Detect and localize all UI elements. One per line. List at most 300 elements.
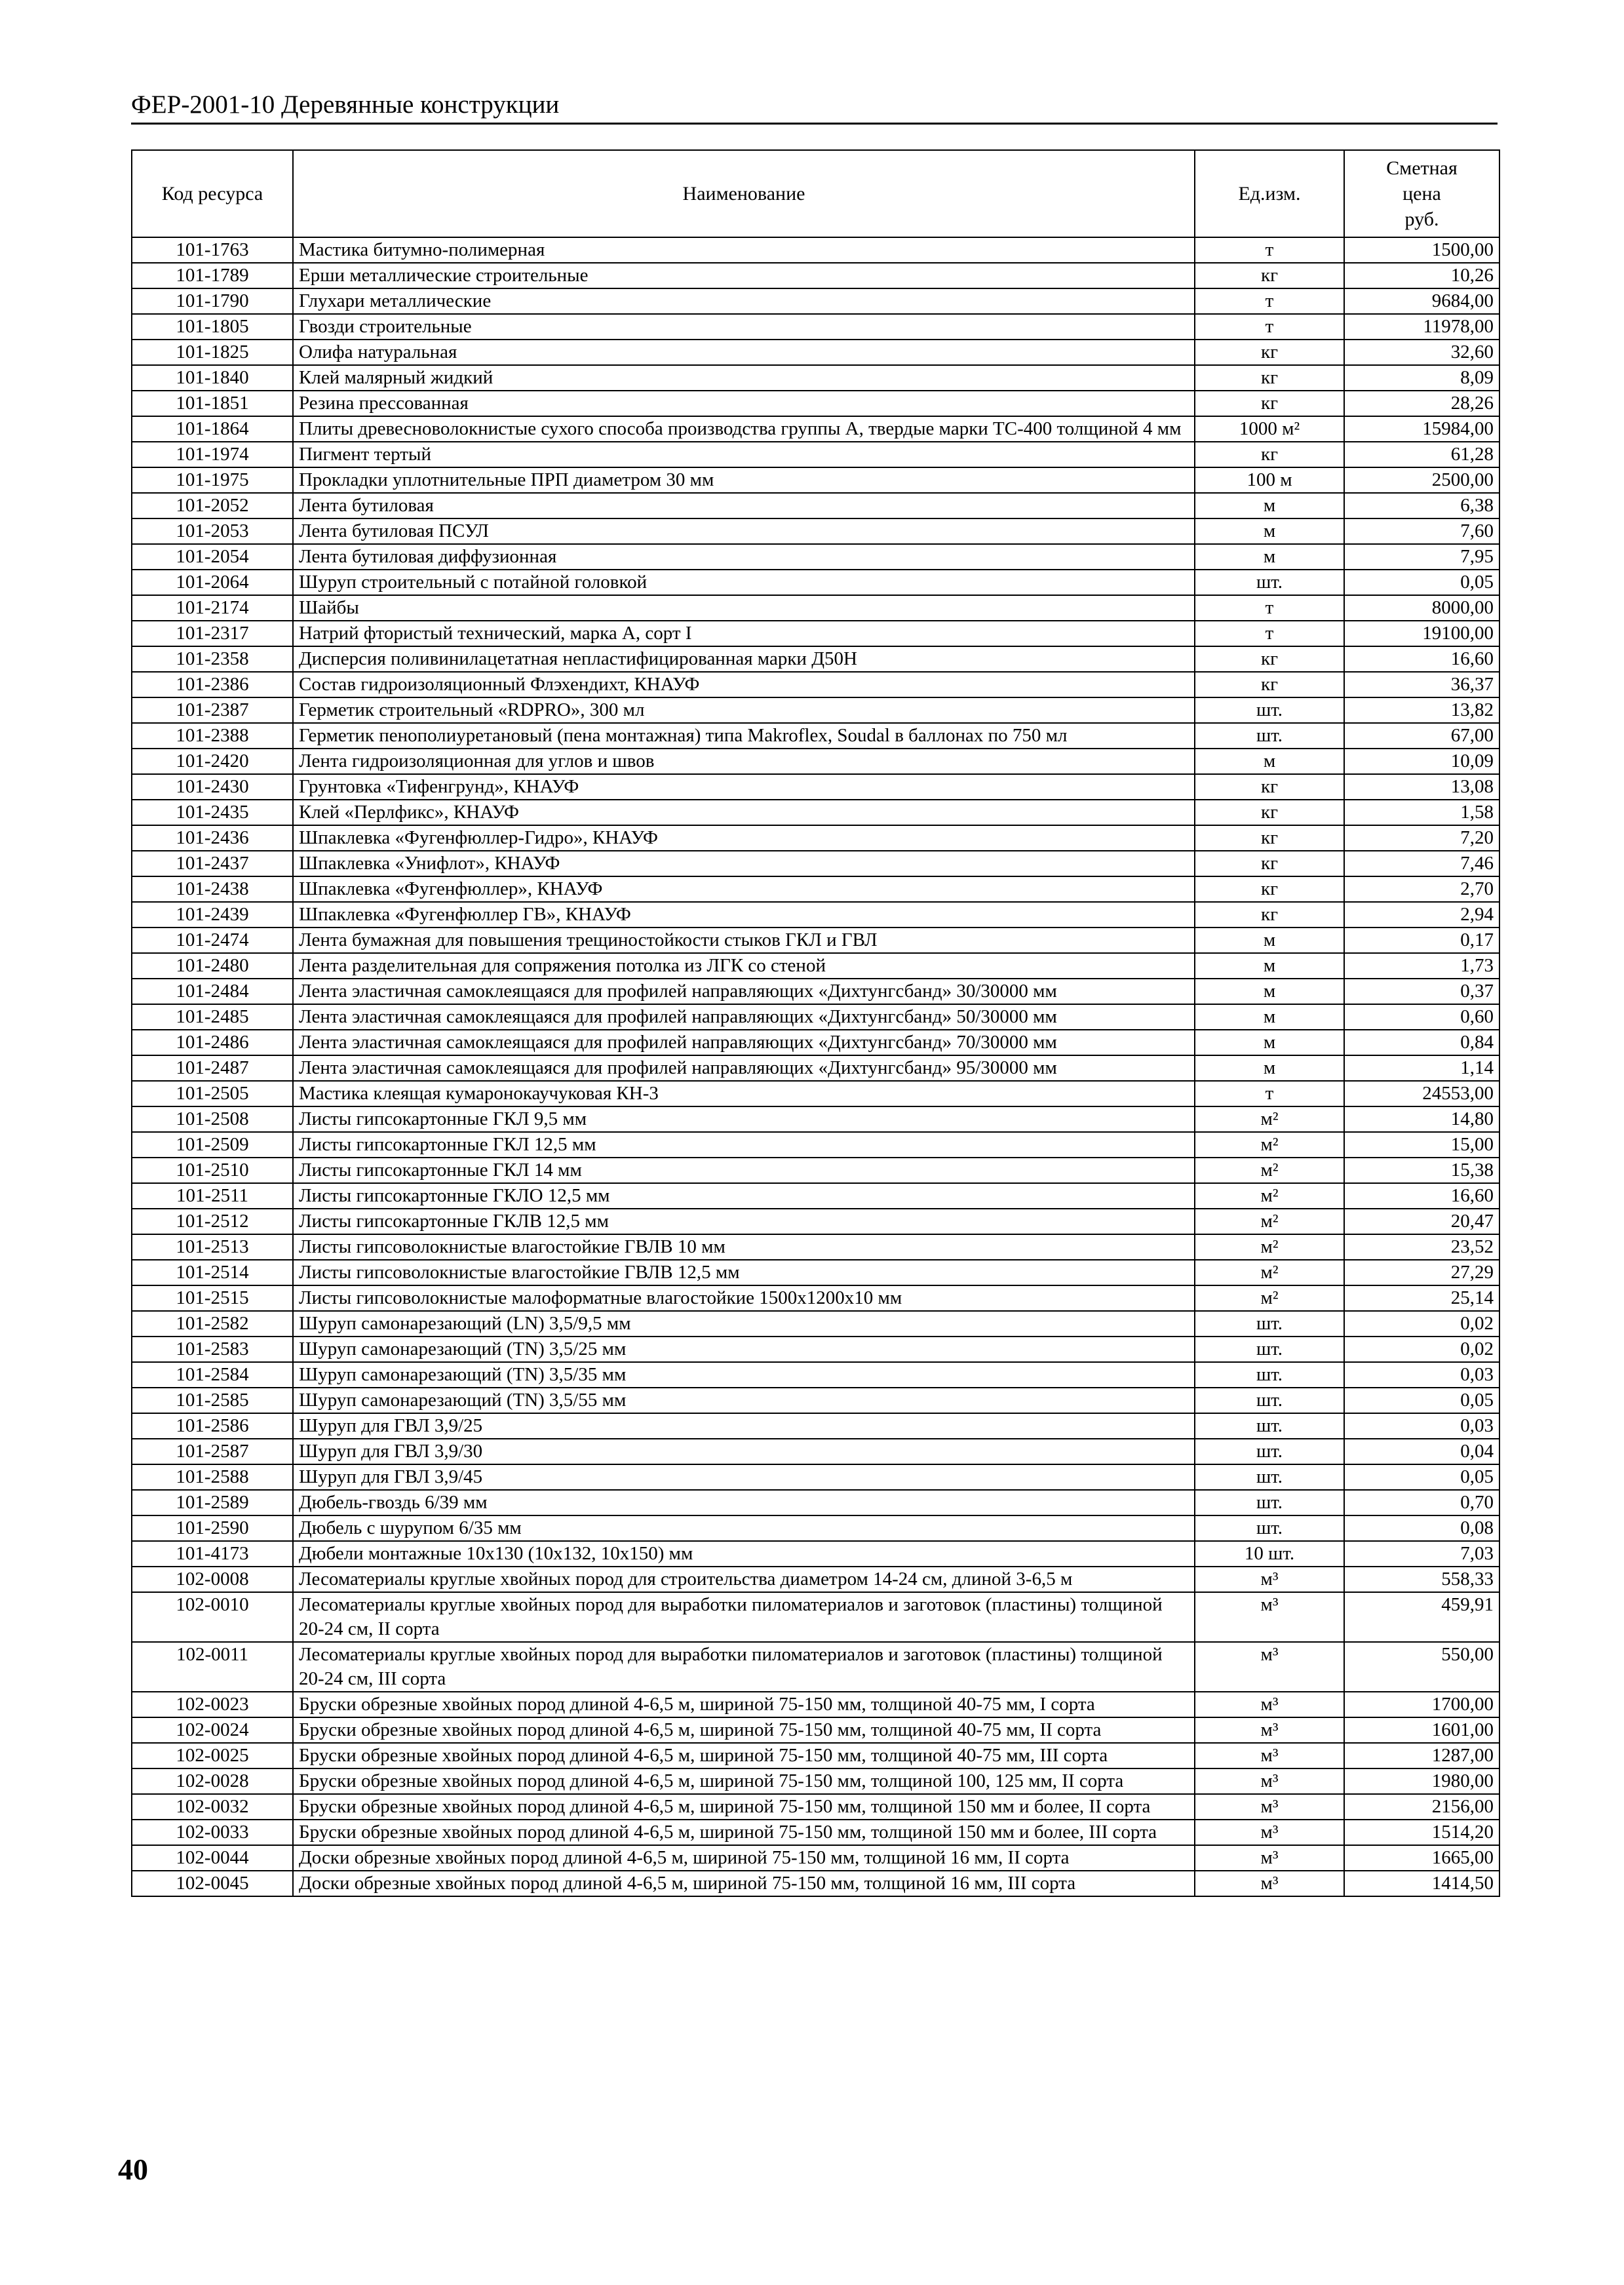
- cell-price: 67,00: [1344, 723, 1499, 749]
- table-row: [132, 1081, 1499, 1106]
- cell-code: 101-1975: [132, 467, 293, 493]
- cell-unit: шт.: [1195, 1311, 1344, 1337]
- cell-code: 101-2587: [132, 1439, 293, 1464]
- table-row: [132, 263, 1499, 288]
- cell-code: 101-2435: [132, 800, 293, 825]
- cell-name: Лента эластичная самоклеящаяся для профилей направляющих «Дихтунгсбанд» 95/30000 мм: [293, 1055, 1195, 1081]
- column-header-unit: Ед.изм.: [1195, 150, 1344, 237]
- table-row: [132, 1362, 1499, 1388]
- table-row: [132, 314, 1499, 340]
- cell-name: Натрий фтористый технический, марка А, сорт I: [293, 621, 1195, 646]
- column-header-name: Наименование: [293, 150, 1195, 237]
- table-row: [132, 979, 1499, 1004]
- cell-price: 13,08: [1344, 774, 1499, 800]
- cell-code: 101-2485: [132, 1004, 293, 1030]
- page-header-title: ФЕР-2001-10 Деревянные конструкции: [131, 88, 1498, 125]
- cell-unit: м: [1195, 979, 1344, 1004]
- cell-unit: т: [1195, 237, 1344, 263]
- cell-code: 101-2505: [132, 1081, 293, 1106]
- cell-name: Шайбы: [293, 595, 1195, 621]
- cell-code: 101-2438: [132, 876, 293, 902]
- cell-code: 101-1851: [132, 391, 293, 416]
- table-row: [132, 1285, 1499, 1311]
- cell-unit: м: [1195, 1004, 1344, 1030]
- cell-price: 1980,00: [1344, 1768, 1499, 1794]
- cell-name: Бруски обрезные хвойных пород длиной 4-6,5 м, шириной 75-150 мм, толщиной 150 мм и более, II сорта: [293, 1794, 1195, 1820]
- cell-name: Лента бумажная для повышения трещиностойкости стыков ГКЛ и ГВЛ: [293, 928, 1195, 953]
- cell-price: 2,94: [1344, 902, 1499, 928]
- cell-name: Листы гипсокартонные ГКЛ 9,5 мм: [293, 1106, 1195, 1132]
- cell-price: 13,82: [1344, 697, 1499, 723]
- cell-price: 11978,00: [1344, 314, 1499, 340]
- cell-unit: кг: [1195, 365, 1344, 391]
- cell-unit: 100 м: [1195, 467, 1344, 493]
- table-row: [132, 391, 1499, 416]
- cell-price: 24553,00: [1344, 1081, 1499, 1106]
- cell-price: 1601,00: [1344, 1717, 1499, 1743]
- cell-name: Прокладки уплотнительные ПРП диаметром 30 мм: [293, 467, 1195, 493]
- cell-code: 101-2515: [132, 1285, 293, 1311]
- table-row: [132, 595, 1499, 621]
- table-row: [132, 1592, 1499, 1642]
- cell-name: Бруски обрезные хвойных пород длиной 4-6,5 м, шириной 75-150 мм, толщиной 100, 125 мм, II сорта: [293, 1768, 1195, 1794]
- cell-name: Резина прессованная: [293, 391, 1195, 416]
- table-row: [132, 1692, 1499, 1717]
- cell-price: 2156,00: [1344, 1794, 1499, 1820]
- table-row: [132, 774, 1499, 800]
- cell-name: Герметик пенополиуретановый (пена монтажная) типа Makroflex, Soudal в баллонах по 750 мл: [293, 723, 1195, 749]
- table-row: [132, 1388, 1499, 1413]
- cell-unit: м: [1195, 928, 1344, 953]
- cell-code: 101-1825: [132, 340, 293, 365]
- cell-price: 8000,00: [1344, 595, 1499, 621]
- cell-name: Шуруп самонарезающий (TN) 3,5/25 мм: [293, 1337, 1195, 1362]
- cell-name: Листы гипсоволокнистые влагостойкие ГВЛВ 12,5 мм: [293, 1260, 1195, 1285]
- table-row: [132, 1717, 1499, 1743]
- table-row: [132, 851, 1499, 876]
- cell-code: 101-2512: [132, 1209, 293, 1234]
- table-row: [132, 518, 1499, 544]
- table-row: [132, 749, 1499, 774]
- cell-name: Шуруп для ГВЛ 3,9/30: [293, 1439, 1195, 1464]
- column-header-price-line2: цена: [1402, 183, 1441, 205]
- cell-name: Лента разделительная для сопряжения потолка из ЛГК со стеной: [293, 953, 1195, 979]
- cell-code: 102-0028: [132, 1768, 293, 1794]
- cell-unit: т: [1195, 288, 1344, 314]
- table-row: [132, 1871, 1499, 1896]
- cell-price: 8,09: [1344, 365, 1499, 391]
- cell-name: Листы гипсокартонные ГКЛО 12,5 мм: [293, 1183, 1195, 1209]
- cell-name: Листы гипсоволокнистые влагостойкие ГВЛВ 10 мм: [293, 1234, 1195, 1260]
- cell-unit: м²: [1195, 1260, 1344, 1285]
- cell-name: Дюбель с шурупом 6/35 мм: [293, 1515, 1195, 1541]
- cell-unit: шт.: [1195, 1337, 1344, 1362]
- cell-price: 7,60: [1344, 518, 1499, 544]
- table-row: [132, 1209, 1499, 1234]
- column-header-price-line3: руб.: [1404, 208, 1439, 230]
- cell-name: Шуруп для ГВЛ 3,9/25: [293, 1413, 1195, 1439]
- cell-name: Лента эластичная самоклеящаяся для профилей направляющих «Дихтунгсбанд» 30/30000 мм: [293, 979, 1195, 1004]
- table-row: [132, 953, 1499, 979]
- cell-price: 1414,50: [1344, 1871, 1499, 1896]
- cell-name: Шуруп самонарезающий (TN) 3,5/55 мм: [293, 1388, 1195, 1413]
- cell-name: Доски обрезные хвойных пород длиной 4-6,5 м, шириной 75-150 мм, толщиной 16 мм, III сорта: [293, 1871, 1195, 1896]
- cell-code: 101-1840: [132, 365, 293, 391]
- table-row: [132, 902, 1499, 928]
- cell-unit: м²: [1195, 1158, 1344, 1183]
- cell-code: 101-1864: [132, 416, 293, 442]
- cell-code: 101-1974: [132, 442, 293, 467]
- cell-unit: кг: [1195, 646, 1344, 672]
- cell-price: 0,05: [1344, 570, 1499, 595]
- cell-price: 14,80: [1344, 1106, 1499, 1132]
- cell-price: 10,09: [1344, 749, 1499, 774]
- cell-unit: м²: [1195, 1209, 1344, 1234]
- cell-name: Доски обрезные хвойных пород длиной 4-6,5 м, шириной 75-150 мм, толщиной 16 мм, II сорта: [293, 1845, 1195, 1871]
- cell-name: Лента гидроизоляционная для углов и швов: [293, 749, 1195, 774]
- cell-name: Герметик строительный «RDPRO», 300 мл: [293, 697, 1195, 723]
- cell-code: 101-2439: [132, 902, 293, 928]
- cell-name: Клей «Перлфикс», КНАУФ: [293, 800, 1195, 825]
- cell-code: 102-0032: [132, 1794, 293, 1820]
- cell-price: 15984,00: [1344, 416, 1499, 442]
- table-row: [132, 825, 1499, 851]
- cell-price: 7,03: [1344, 1541, 1499, 1567]
- cell-unit: м³: [1195, 1567, 1344, 1592]
- cell-price: 7,46: [1344, 851, 1499, 876]
- table-row: [132, 1183, 1499, 1209]
- column-header-code: Код ресурса: [132, 150, 293, 237]
- table-row: [132, 365, 1499, 391]
- table-row: [132, 570, 1499, 595]
- cell-code: 101-2487: [132, 1055, 293, 1081]
- cell-unit: м³: [1195, 1692, 1344, 1717]
- cell-name: Лесоматериалы круглые хвойных пород для строительства диаметром 14-24 см, длиной 3-6,5 м: [293, 1567, 1195, 1592]
- cell-unit: м: [1195, 953, 1344, 979]
- cell-name: Шпаклевка «Фугенфюллер», КНАУФ: [293, 876, 1195, 902]
- cell-name: Листы гипсокартонные ГКЛ 12,5 мм: [293, 1132, 1195, 1158]
- table-row: [132, 288, 1499, 314]
- cell-unit: м³: [1195, 1820, 1344, 1845]
- cell-unit: м³: [1195, 1743, 1344, 1768]
- cell-unit: кг: [1195, 672, 1344, 697]
- cell-name: Шуруп строительный с потайной головкой: [293, 570, 1195, 595]
- cell-unit: шт.: [1195, 1464, 1344, 1490]
- cell-price: 1514,20: [1344, 1820, 1499, 1845]
- table-row: [132, 723, 1499, 749]
- cell-price: 2500,00: [1344, 467, 1499, 493]
- cell-name: Шпаклевка «Фугенфюллер-Гидро», КНАУФ: [293, 825, 1195, 851]
- cell-name: Шпаклевка «Унифлот», КНАУФ: [293, 851, 1195, 876]
- cell-price: 27,29: [1344, 1260, 1499, 1285]
- cell-name: Лента эластичная самоклеящаяся для профилей направляющих «Дихтунгсбанд» 50/30000 мм: [293, 1004, 1195, 1030]
- cell-unit: м: [1195, 1030, 1344, 1055]
- cell-price: 0,05: [1344, 1388, 1499, 1413]
- table-row: [132, 697, 1499, 723]
- cell-name: Грунтовка «Тифенгрунд», КНАУФ: [293, 774, 1195, 800]
- cell-unit: т: [1195, 621, 1344, 646]
- table-row: [132, 1743, 1499, 1768]
- cell-price: 1,58: [1344, 800, 1499, 825]
- table-row: [132, 1464, 1499, 1490]
- cell-price: 19100,00: [1344, 621, 1499, 646]
- cell-name: Бруски обрезные хвойных пород длиной 4-6,5 м, шириной 75-150 мм, толщиной 150 мм и более, III сорта: [293, 1820, 1195, 1845]
- cell-unit: м³: [1195, 1592, 1344, 1642]
- table-row: [132, 1106, 1499, 1132]
- cell-price: 25,14: [1344, 1285, 1499, 1311]
- cell-name: Шпаклевка «Фугенфюллер ГВ», КНАУФ: [293, 902, 1195, 928]
- table-header: [132, 150, 1499, 237]
- cell-price: 0,84: [1344, 1030, 1499, 1055]
- cell-unit: кг: [1195, 800, 1344, 825]
- cell-code: 101-2584: [132, 1362, 293, 1388]
- table-row: [132, 1820, 1499, 1845]
- cell-unit: шт.: [1195, 1490, 1344, 1515]
- table-row: [132, 1567, 1499, 1592]
- table-row: [132, 1030, 1499, 1055]
- cell-code: 102-0045: [132, 1871, 293, 1896]
- cell-code: 101-2064: [132, 570, 293, 595]
- table-row: [132, 1768, 1499, 1794]
- cell-name: Лесоматериалы круглые хвойных пород для выработки пиломатериалов и заготовок (пластины) толщиной 20-24 см, III сорта: [293, 1642, 1195, 1692]
- cell-name: Пигмент тертый: [293, 442, 1195, 467]
- cell-unit: кг: [1195, 774, 1344, 800]
- cell-price: 16,60: [1344, 646, 1499, 672]
- cell-code: 101-2484: [132, 979, 293, 1004]
- table-row: [132, 1413, 1499, 1439]
- cell-price: 28,26: [1344, 391, 1499, 416]
- page-number: 40: [118, 2153, 148, 2186]
- table-row: [132, 1132, 1499, 1158]
- cell-price: 10,26: [1344, 263, 1499, 288]
- cell-code: 101-2358: [132, 646, 293, 672]
- cell-unit: т: [1195, 595, 1344, 621]
- cell-name: Ерши металлические строительные: [293, 263, 1195, 288]
- cell-unit: м³: [1195, 1794, 1344, 1820]
- table-body: [132, 237, 1499, 1896]
- table-row: [132, 672, 1499, 697]
- cell-code: 102-0024: [132, 1717, 293, 1743]
- cell-name: Мастика клеящая кумаронокаучуковая КН-3: [293, 1081, 1195, 1106]
- cell-unit: м²: [1195, 1132, 1344, 1158]
- cell-name: Дюбели монтажные 10х130 (10х132, 10х150) мм: [293, 1541, 1195, 1567]
- cell-code: 101-2509: [132, 1132, 293, 1158]
- cell-price: 36,37: [1344, 672, 1499, 697]
- cell-code: 102-0011: [132, 1642, 293, 1692]
- cell-price: 0,05: [1344, 1464, 1499, 1490]
- cell-name: Шуруп самонарезающий (LN) 3,5/9,5 мм: [293, 1311, 1195, 1337]
- cell-price: 1500,00: [1344, 237, 1499, 263]
- cell-code: 101-2589: [132, 1490, 293, 1515]
- cell-code: 101-1789: [132, 263, 293, 288]
- cell-price: 0,02: [1344, 1337, 1499, 1362]
- cell-unit: м: [1195, 493, 1344, 518]
- cell-price: 0,02: [1344, 1311, 1499, 1337]
- cell-price: 0,37: [1344, 979, 1499, 1004]
- cell-name: Лента эластичная самоклеящаяся для профилей направляющих «Дихтунгсбанд» 70/30000 мм: [293, 1030, 1195, 1055]
- cell-name: Состав гидроизоляционный Флэхендихт, КНАУФ: [293, 672, 1195, 697]
- table-row: [132, 1337, 1499, 1362]
- table-row: [132, 621, 1499, 646]
- table-row: [132, 1794, 1499, 1820]
- cell-name: Гвозди строительные: [293, 314, 1195, 340]
- cell-price: 1700,00: [1344, 1692, 1499, 1717]
- cell-unit: м²: [1195, 1285, 1344, 1311]
- cell-unit: м: [1195, 518, 1344, 544]
- cell-code: 101-2054: [132, 544, 293, 570]
- cell-name: Глухари металлические: [293, 288, 1195, 314]
- table-row: [132, 1055, 1499, 1081]
- cell-unit: м³: [1195, 1642, 1344, 1692]
- table-row: [132, 237, 1499, 263]
- cell-price: 2,70: [1344, 876, 1499, 902]
- cell-price: 0,17: [1344, 928, 1499, 953]
- cell-code: 101-2420: [132, 749, 293, 774]
- table-row: [132, 1642, 1499, 1692]
- table-row: [132, 1004, 1499, 1030]
- cell-code: 101-2486: [132, 1030, 293, 1055]
- cell-code: 101-2583: [132, 1337, 293, 1362]
- cell-unit: кг: [1195, 263, 1344, 288]
- table-row: [132, 493, 1499, 518]
- cell-price: 550,00: [1344, 1642, 1499, 1692]
- cell-code: 101-2510: [132, 1158, 293, 1183]
- cell-name: Бруски обрезные хвойных пород длиной 4-6,5 м, шириной 75-150 мм, толщиной 40-75 мм, II сорта: [293, 1717, 1195, 1743]
- cell-code: 102-0025: [132, 1743, 293, 1768]
- cell-unit: шт.: [1195, 1439, 1344, 1464]
- table-row: [132, 340, 1499, 365]
- cell-code: 101-2052: [132, 493, 293, 518]
- cell-name: Мастика битумно-полимерная: [293, 237, 1195, 263]
- cell-unit: кг: [1195, 442, 1344, 467]
- cell-unit: м³: [1195, 1845, 1344, 1871]
- cell-price: 6,38: [1344, 493, 1499, 518]
- cell-unit: шт.: [1195, 1362, 1344, 1388]
- price-table: [131, 149, 1500, 1897]
- cell-unit: м: [1195, 749, 1344, 774]
- table-row: [132, 416, 1499, 442]
- cell-price: 0,03: [1344, 1362, 1499, 1388]
- cell-code: 101-1763: [132, 237, 293, 263]
- cell-code: 101-2590: [132, 1515, 293, 1541]
- cell-unit: м³: [1195, 1871, 1344, 1896]
- cell-code: 101-2513: [132, 1234, 293, 1260]
- cell-unit: м³: [1195, 1768, 1344, 1794]
- cell-name: Листы гипсокартонные ГКЛ 14 мм: [293, 1158, 1195, 1183]
- table-row: [132, 1541, 1499, 1567]
- cell-unit: м: [1195, 1055, 1344, 1081]
- cell-name: Шуруп для ГВЛ 3,9/45: [293, 1464, 1195, 1490]
- cell-name: Лента бутиловая ПСУЛ: [293, 518, 1195, 544]
- cell-price: 1,14: [1344, 1055, 1499, 1081]
- table-row: [132, 1311, 1499, 1337]
- column-header-price-line1: Сметная: [1386, 157, 1458, 179]
- table-row: [132, 467, 1499, 493]
- table-row: [132, 1234, 1499, 1260]
- table-row: [132, 1260, 1499, 1285]
- cell-unit: т: [1195, 314, 1344, 340]
- cell-code: 101-2586: [132, 1413, 293, 1439]
- cell-code: 102-0033: [132, 1820, 293, 1845]
- cell-code: 101-2474: [132, 928, 293, 953]
- cell-name: Дисперсия поливинилацетатная непластифицированная марки Д50Н: [293, 646, 1195, 672]
- cell-price: 1,73: [1344, 953, 1499, 979]
- cell-unit: кг: [1195, 851, 1344, 876]
- cell-name: Бруски обрезные хвойных пород длиной 4-6,5 м, шириной 75-150 мм, толщиной 40-75 мм, III сорта: [293, 1743, 1195, 1768]
- cell-unit: м³: [1195, 1717, 1344, 1743]
- cell-unit: 10 шт.: [1195, 1541, 1344, 1567]
- cell-price: 0,08: [1344, 1515, 1499, 1541]
- cell-name: Листы гипсокартонные ГКЛВ 12,5 мм: [293, 1209, 1195, 1234]
- cell-unit: м²: [1195, 1234, 1344, 1260]
- cell-unit: 1000 м²: [1195, 416, 1344, 442]
- table-row: [132, 1439, 1499, 1464]
- cell-code: 102-0023: [132, 1692, 293, 1717]
- cell-unit: шт.: [1195, 1388, 1344, 1413]
- cell-price: 0,70: [1344, 1490, 1499, 1515]
- cell-price: 558,33: [1344, 1567, 1499, 1592]
- cell-name: Лента бутиловая диффузионная: [293, 544, 1195, 570]
- cell-name: Дюбель-гвоздь 6/39 мм: [293, 1490, 1195, 1515]
- cell-code: 101-2588: [132, 1464, 293, 1490]
- cell-price: 16,60: [1344, 1183, 1499, 1209]
- cell-name: Листы гипсоволокнистые малоформатные влагостойкие 1500х1200х10 мм: [293, 1285, 1195, 1311]
- table-row: [132, 928, 1499, 953]
- cell-unit: кг: [1195, 902, 1344, 928]
- cell-name: Шуруп самонарезающий (TN) 3,5/35 мм: [293, 1362, 1195, 1388]
- cell-code: 101-2514: [132, 1260, 293, 1285]
- cell-code: 101-2174: [132, 595, 293, 621]
- cell-unit: кг: [1195, 825, 1344, 851]
- cell-code: 101-2437: [132, 851, 293, 876]
- cell-unit: кг: [1195, 391, 1344, 416]
- cell-price: 7,20: [1344, 825, 1499, 851]
- cell-price: 15,00: [1344, 1132, 1499, 1158]
- cell-code: 102-0008: [132, 1567, 293, 1592]
- table-row: [132, 1490, 1499, 1515]
- cell-price: 32,60: [1344, 340, 1499, 365]
- cell-code: 101-2386: [132, 672, 293, 697]
- cell-price: 0,04: [1344, 1439, 1499, 1464]
- cell-code: 101-2508: [132, 1106, 293, 1132]
- cell-price: 15,38: [1344, 1158, 1499, 1183]
- table-row: [132, 442, 1499, 467]
- cell-name: Бруски обрезные хвойных пород длиной 4-6,5 м, шириной 75-150 мм, толщиной 40-75 мм, I сорта: [293, 1692, 1195, 1717]
- cell-code: 101-4173: [132, 1541, 293, 1567]
- cell-code: 101-2585: [132, 1388, 293, 1413]
- cell-unit: шт.: [1195, 1413, 1344, 1439]
- cell-unit: кг: [1195, 876, 1344, 902]
- cell-price: 61,28: [1344, 442, 1499, 467]
- cell-code: 101-2317: [132, 621, 293, 646]
- cell-code: 101-2387: [132, 697, 293, 723]
- column-header-price: [1344, 150, 1499, 237]
- cell-name: Олифа натуральная: [293, 340, 1195, 365]
- table-row: [132, 544, 1499, 570]
- cell-unit: т: [1195, 1081, 1344, 1106]
- table-row: [132, 800, 1499, 825]
- cell-code: 101-2480: [132, 953, 293, 979]
- cell-unit: шт.: [1195, 697, 1344, 723]
- cell-price: 1287,00: [1344, 1743, 1499, 1768]
- cell-unit: шт.: [1195, 723, 1344, 749]
- cell-name: Лесоматериалы круглые хвойных пород для выработки пиломатериалов и заготовок (пластины) толщиной 20-24 см, II сорта: [293, 1592, 1195, 1642]
- cell-price: 7,95: [1344, 544, 1499, 570]
- table-row: [132, 1845, 1499, 1871]
- cell-unit: м²: [1195, 1106, 1344, 1132]
- cell-code: 101-2582: [132, 1311, 293, 1337]
- cell-unit: м²: [1195, 1183, 1344, 1209]
